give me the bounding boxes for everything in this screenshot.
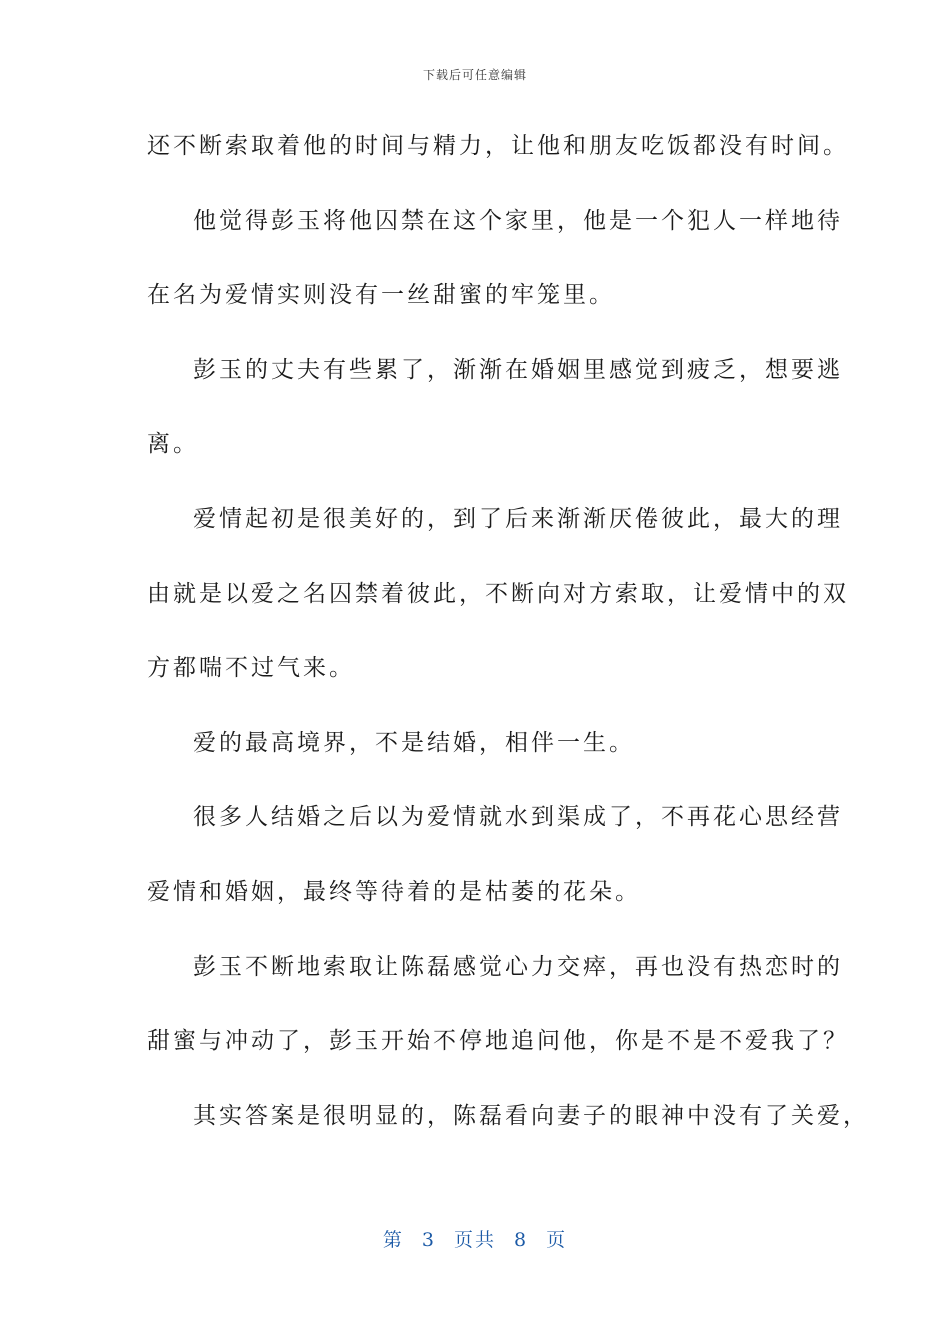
current-page-number: 3 [421, 1229, 436, 1251]
text-line: 爱的最高境界，不是结婚，相伴一生。 [193, 729, 635, 756]
text-line: 方都喘不过气来。 [147, 655, 355, 682]
text-line: 彭玉不断地索取让陈磊感觉心力交瘁，再也没有热恋时的 [193, 953, 843, 980]
footer-suffix: 页 [546, 1229, 568, 1251]
text-line: 爱情起初是很美好的，到了后来渐渐厌倦彼此，最大的理 [193, 505, 843, 532]
footer-middle: 页共 [453, 1229, 496, 1251]
text-line: 他觉得彭玉将他囚禁在这个家里，他是一个犯人一样地待 [193, 207, 843, 234]
text-line: 甜蜜与冲动了，彭玉开始不停地追问他，你是不是不爱我了？ [147, 1028, 849, 1055]
text-line: 彭玉的丈夫有些累了，渐渐在婚姻里感觉到疲乏，想要逃 [193, 356, 843, 383]
text-line: 在名为爱情实则没有一丝甜蜜的牢笼里。 [147, 282, 615, 309]
footer-prefix: 第 [382, 1229, 404, 1251]
page-footer [0, 1225, 950, 1252]
text-line: 其实答案是很明显的，陈磊看向妻子的眼神中没有了关爱， [193, 1102, 869, 1129]
document-body [147, 123, 869, 1167]
text-line: 还不断索取着他的时间与精力，让他和朋友吃饭都没有时间。 [147, 133, 849, 159]
text-line: 很多人结婚之后以为爱情就水到渠成了，不再花心思经营 [193, 804, 843, 831]
text-line: 离。 [147, 431, 199, 458]
text-line: 爱情和婚姻，最终等待着的是枯萎的花朵。 [147, 878, 641, 905]
total-pages-number: 8 [514, 1229, 529, 1251]
page-header: 下载后可任意编辑 [422, 68, 527, 82]
text-line: 由就是以爱之名囚禁着彼此，不断向对方索取，让爱情中的双 [147, 580, 849, 607]
